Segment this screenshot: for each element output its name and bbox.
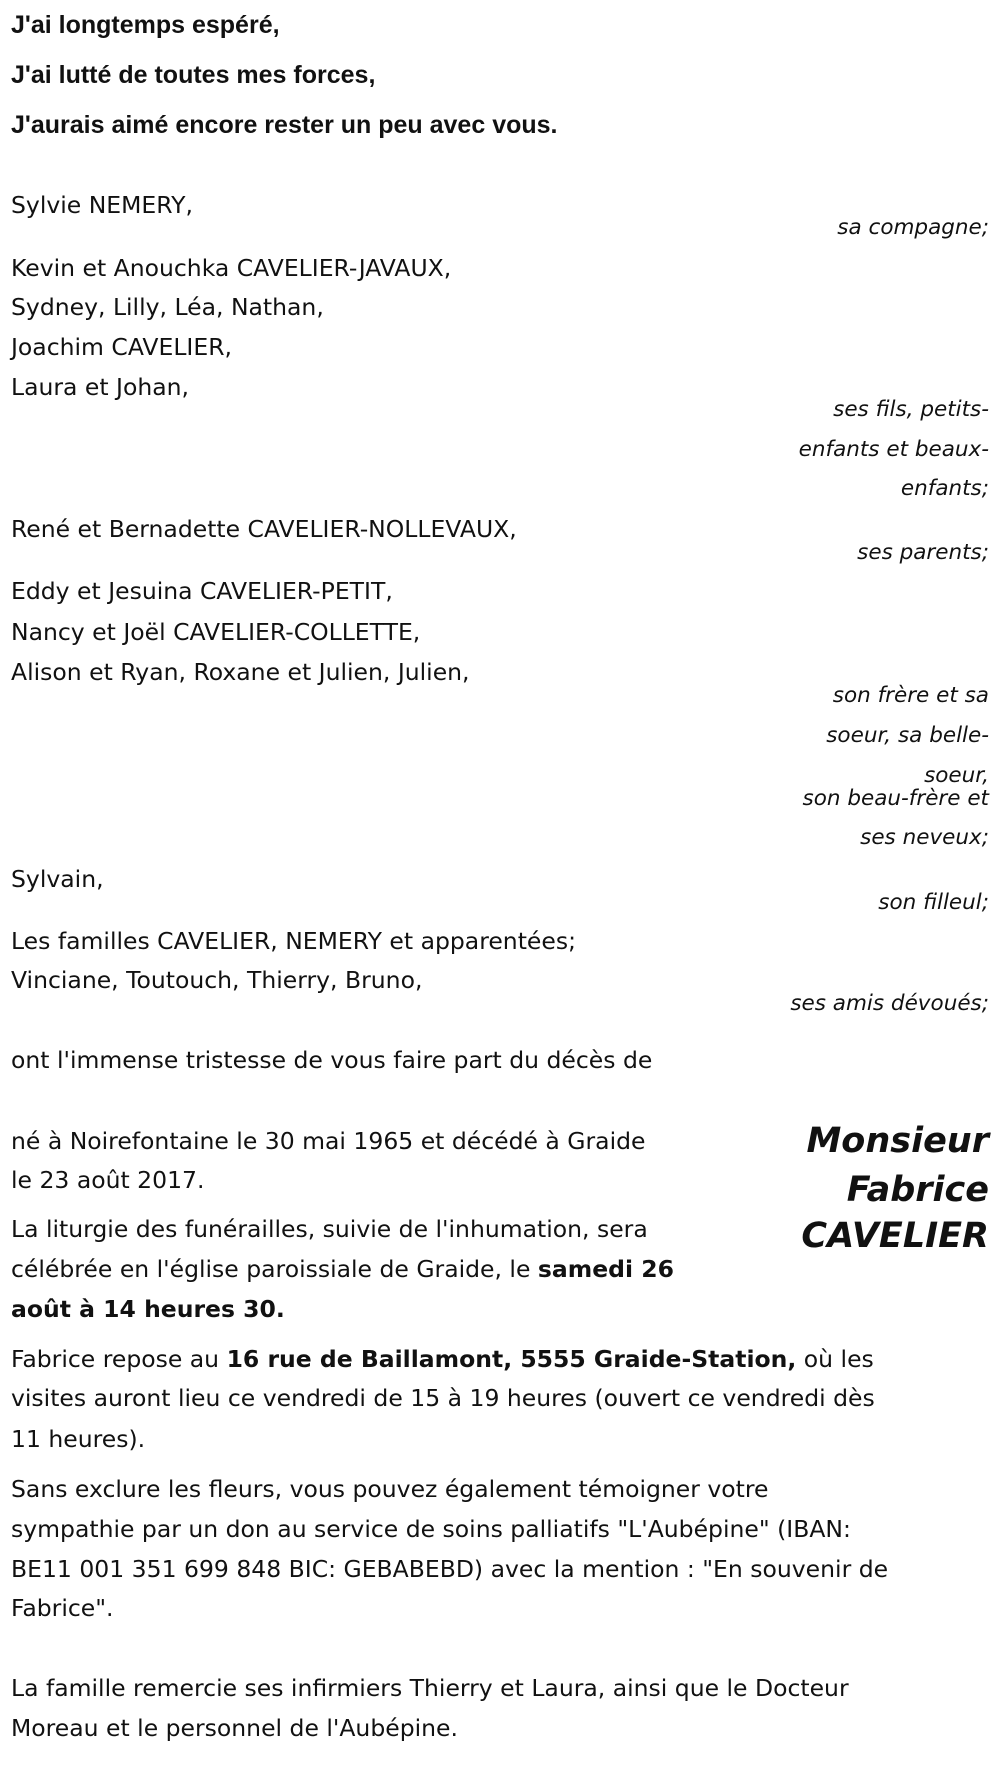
children-line: Joachim CAVELIER, bbox=[11, 333, 232, 361]
birth-line: né à Noirefontaine le 30 mai 1965 et décédé à Graide bbox=[11, 1127, 646, 1155]
siblings-line: Alison et Ryan, Roxane et Julien, Julien, bbox=[11, 658, 470, 686]
rest-address: 16 rue de Baillamont, 5555 Graide-Station, bbox=[226, 1345, 797, 1373]
thanks-line: Moreau et le personnel de l'Aubépine. bbox=[11, 1714, 458, 1742]
friends-line: Les familles CAVELIER, NEMERY et apparentées; bbox=[11, 927, 576, 955]
parents-name: René et Bernadette CAVELIER-NOLLEVAUX, bbox=[11, 515, 517, 543]
friends-relation: ses amis dévoués; bbox=[790, 991, 989, 1016]
donation-line: Sans exclure les fleurs, vous pouvez également témoigner votre bbox=[11, 1475, 769, 1503]
deceased-name: Fabrice bbox=[846, 1170, 989, 1210]
partner-name: Sylvie NEMERY, bbox=[11, 191, 193, 219]
children-line: Sydney, Lilly, Léa, Nathan, bbox=[11, 293, 324, 321]
siblings-relation: soeur, sa belle- bbox=[826, 723, 989, 748]
donation-line: BE11 001 351 699 848 BIC: GEBABEBD) avec la mention : "En souvenir de bbox=[11, 1555, 889, 1583]
liturgy-text: célébrée en l'église paroissiale de Graide, le bbox=[11, 1255, 538, 1283]
godson-name: Sylvain, bbox=[11, 865, 104, 893]
children-line: Kevin et Anouchka CAVELIER-JAVAUX, bbox=[11, 254, 452, 282]
liturgy-time: août à 14 heures 30. bbox=[11, 1295, 285, 1323]
donation-line: Fabrice". bbox=[11, 1594, 114, 1622]
rest-line: 11 heures). bbox=[11, 1425, 146, 1453]
rest-line: visites auront lieu ce vendredi de 15 à 19 heures (ouvert ce vendredi dès bbox=[11, 1384, 875, 1412]
rest-line bbox=[11, 1344, 874, 1374]
birth-line: le 23 août 2017. bbox=[11, 1166, 205, 1194]
partner-relation: sa compagne; bbox=[837, 215, 989, 240]
liturgy-line bbox=[11, 1294, 285, 1324]
verse-line: J'ai lutté de toutes mes forces, bbox=[11, 61, 376, 89]
rest-text: Fabrice repose au bbox=[11, 1345, 227, 1373]
godson-relation: son filleul; bbox=[878, 890, 989, 915]
rest-text: où les bbox=[796, 1345, 874, 1373]
liturgy-line: La liturgie des funérailles, suivie de l'inhumation, sera bbox=[11, 1215, 648, 1243]
children-relation: ses fils, petits- bbox=[833, 397, 989, 422]
liturgy-line bbox=[11, 1254, 674, 1284]
donation-line: sympathie par un don au service de soins palliatifs "L'Aubépine" (IBAN: bbox=[11, 1515, 851, 1543]
verse-line: J'aurais aimé encore rester un peu avec vous. bbox=[11, 111, 558, 139]
liturgy-date: samedi 26 bbox=[537, 1255, 674, 1283]
siblings-relation: son beau-frère et bbox=[802, 786, 989, 811]
friends-line: Vinciane, Toutouch, Thierry, Bruno, bbox=[11, 966, 423, 994]
children-line: Laura et Johan, bbox=[11, 373, 190, 401]
parents-relation: ses parents; bbox=[857, 540, 989, 565]
verse-line: J'ai longtemps espéré, bbox=[11, 11, 280, 39]
children-relation: enfants; bbox=[900, 476, 989, 501]
siblings-line: Nancy et Joël CAVELIER-COLLETTE, bbox=[11, 618, 421, 646]
announcement: ont l'immense tristesse de vous faire part du décès de bbox=[11, 1046, 653, 1074]
siblings-relation: soeur, bbox=[924, 763, 989, 788]
siblings-line: Eddy et Jesuina CAVELIER-PETIT, bbox=[11, 577, 393, 605]
siblings-relation: son frère et sa bbox=[832, 683, 989, 708]
thanks-line: La famille remercie ses infirmiers Thierry et Laura, ainsi que le Docteur bbox=[11, 1674, 849, 1702]
deceased-name: CAVELIER bbox=[801, 1216, 989, 1256]
children-relation: enfants et beaux- bbox=[798, 437, 989, 462]
siblings-relation: ses neveux; bbox=[860, 825, 989, 850]
deceased-name: Monsieur bbox=[806, 1121, 989, 1161]
